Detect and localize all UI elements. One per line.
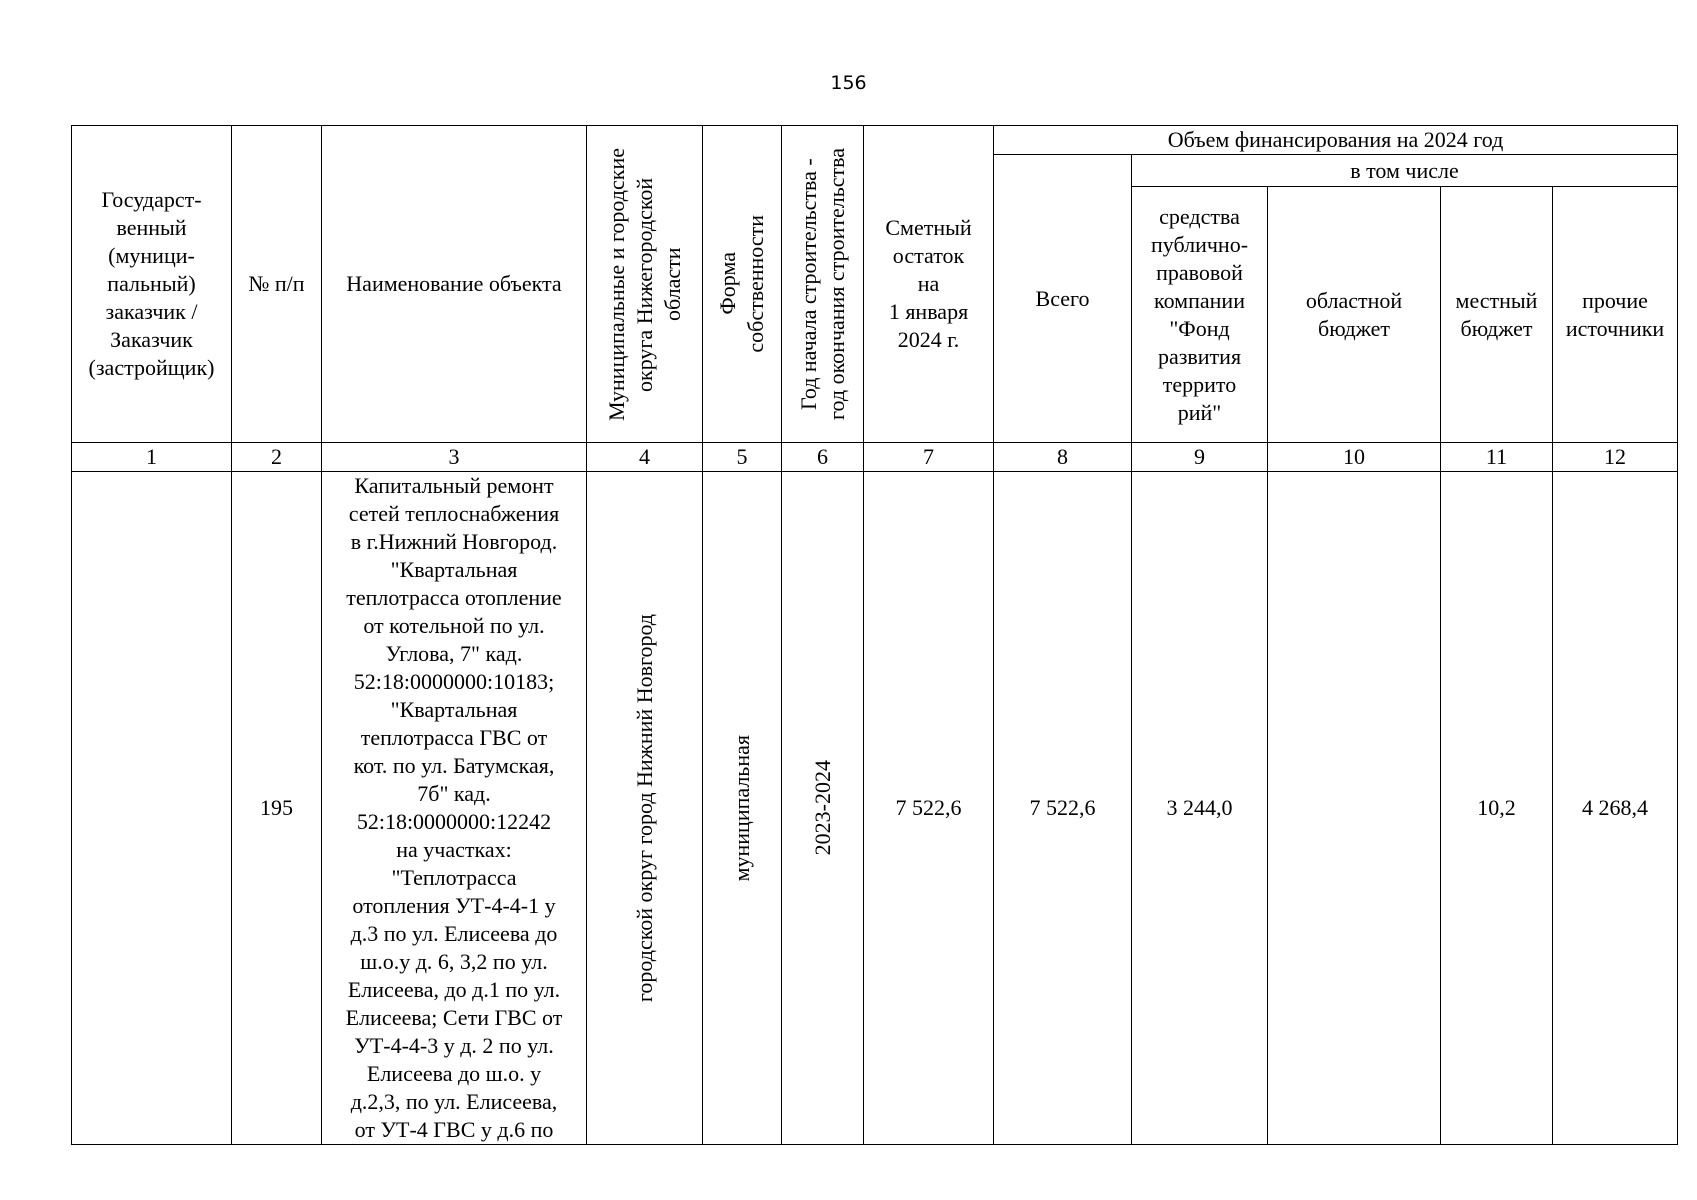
header-other-sources: прочие источники xyxy=(1553,187,1678,443)
row-customer xyxy=(72,472,232,1145)
row-municipality: городской округ город Нижний Новгород xyxy=(587,472,703,1145)
row-number: 195 xyxy=(232,472,322,1145)
column-number: 6 xyxy=(782,443,864,472)
header-funding-group: Объем финансирования на 2024 год xyxy=(994,126,1678,155)
row-regional-budget xyxy=(1268,472,1441,1145)
header-local-budget: местный бюджет xyxy=(1441,187,1553,443)
column-number: 11 xyxy=(1441,443,1553,472)
column-number: 3 xyxy=(322,443,587,472)
header-including: в том числе xyxy=(1132,155,1678,187)
header-fund: средства публично- правовой компании "Фонд развития террито рий" xyxy=(1132,187,1268,443)
header-number: № п/п xyxy=(232,126,322,443)
column-number: 9 xyxy=(1132,443,1268,472)
column-number: 5 xyxy=(703,443,782,472)
column-number: 8 xyxy=(994,443,1132,472)
header-object-name: Наименование объекта xyxy=(322,126,587,443)
row-object-name: Капитальный ремонт сетей теплоснабжения в г.Нижний Новгород. "Квартальная теплотрасса отопление от котельной по ул. Углова, 7" кад. 52:18:0000000:10183; "Квартальная теплотрасса ГВС от кот. по ул. Батумская, 7б" кад. 52:18:0000000:12242 на участках: "Теплотрасса отопления УТ-4-4-1 у д.3 по ул. Елисеева до ш.о.у д. 6, 3,2 по ул. Елисеева, до д.1 по ул. Елисеева; Сети ГВС от УТ-4-4-3 у д. 2 по ул. Елисеева до ш.о. у д.2,3, по ул. Елисеева, от УТ-4 ГВС у д.6 по xyxy=(322,472,587,1145)
column-number: 10 xyxy=(1268,443,1441,472)
header-total: Всего xyxy=(994,155,1132,443)
row-fund: 3 244,0 xyxy=(1132,472,1268,1145)
row-ownership: муниципальная xyxy=(703,472,782,1145)
header-years: Год начала строительства - год окончания строительства xyxy=(782,126,864,443)
header-ownership: Форма собственности xyxy=(703,126,782,443)
header-regional-budget: областной бюджет xyxy=(1268,187,1441,443)
column-number: 4 xyxy=(587,443,703,472)
header-customer: Государст- венный (муници- пальный) заказчик / Заказчик (застройщик) xyxy=(72,126,232,443)
row-years: 2023-2024 xyxy=(782,472,864,1145)
column-number: 12 xyxy=(1553,443,1678,472)
row-other-sources: 4 268,4 xyxy=(1553,472,1678,1145)
header-estimated-balance: Сметный остаток на 1 января 2024 г. xyxy=(864,126,994,443)
column-numbers-row xyxy=(72,443,1678,472)
column-number: 7 xyxy=(864,443,994,472)
row-local-budget: 10,2 xyxy=(1441,472,1553,1145)
column-number: 2 xyxy=(232,443,322,472)
page-number: 156 xyxy=(830,72,867,94)
financing-table xyxy=(71,125,1678,1145)
header-municipality: Муниципальные и городские округа Нижегородской области xyxy=(587,126,703,443)
table-row xyxy=(72,472,1678,1145)
column-number: 1 xyxy=(72,443,232,472)
row-estimated-balance: 7 522,6 xyxy=(864,472,994,1145)
row-total: 7 522,6 xyxy=(994,472,1132,1145)
